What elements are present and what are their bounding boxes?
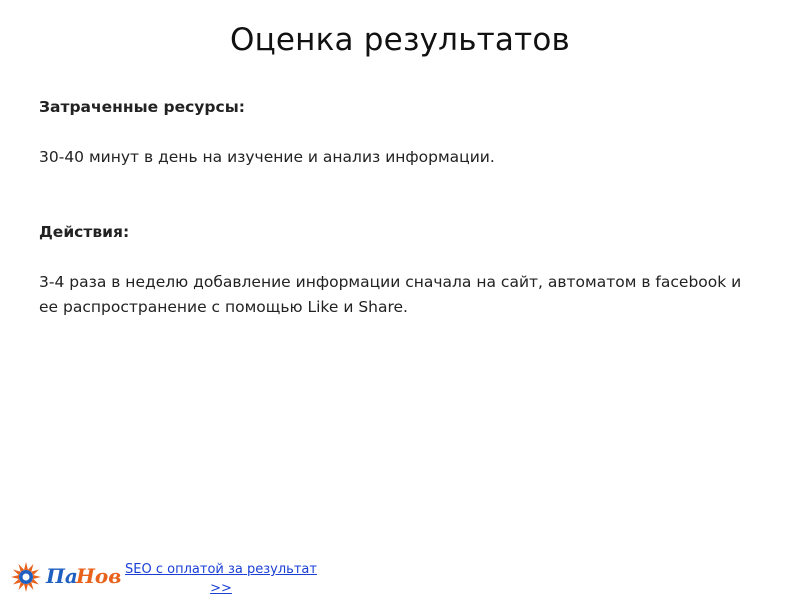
actions-heading: Действия:: [39, 223, 130, 241]
logo-text-pa: Па: [46, 564, 78, 588]
slide-title: Оценка результатов: [229, 22, 571, 58]
resources-text: 30-40 минут в день на изучение и анализ информации.: [39, 148, 495, 166]
seo-link-line1[interactable]: SEO с оплатой за результат: [125, 562, 317, 577]
seo-link[interactable]: [121, 560, 321, 598]
seo-link-line2[interactable]: >>: [210, 581, 232, 596]
actions-text: 3-4 раза в неделю добавление информации сначала на сайт, автоматом в facebook и ее распространение с помощью Like и Share.: [39, 273, 742, 316]
resources-heading: Затраченные ресурсы:: [39, 98, 245, 116]
spacer: [39, 245, 759, 270]
panov-logo: [10, 557, 122, 593]
spacer: [39, 170, 759, 220]
spacer: [39, 120, 759, 145]
sunburst-logo-icon: [10, 557, 122, 593]
logo-text-nov: Нов: [76, 564, 122, 588]
slide-content: [39, 95, 759, 320]
